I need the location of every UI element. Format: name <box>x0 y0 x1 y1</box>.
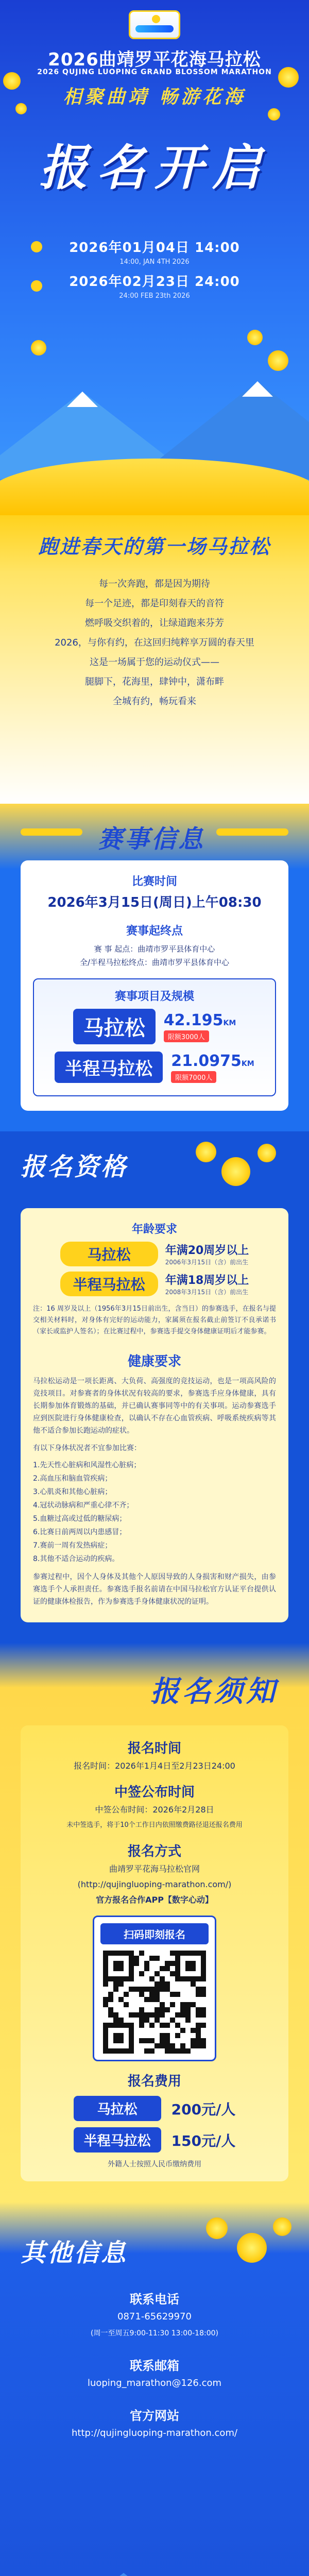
partner-app-line: 官方报名合作APP【数字心动】 <box>96 1895 213 1905</box>
fee-row-half <box>33 2127 276 2153</box>
intro-section <box>0 515 309 804</box>
health-paragraph: 马拉松运动是一项长距离、大负荷、高强度的竞技运动，也是一项高风险的竞技项目。对参赛者的身体状况有较高的要求，参赛选手应身体健康，具有长期参加体育锻炼的基础，并已确认赛事同等中的有关事项。运动参赛选手应到医院进行身体健康检查，以确认不存在心血管疾病、呼吸系统疾病等其他不适合参加长跑运动的症状。 <box>33 1377 276 1435</box>
fee-price: 200元/人 <box>171 2100 236 2118</box>
health-paragraph: 有以下身体状况者不宜参加比赛： <box>33 1444 141 1452</box>
footer-landscape <box>0 2547 309 2576</box>
event-distance: 42.195 <box>163 1011 224 1029</box>
publish-time-value: 中签公布时间：2026年2月28日 <box>95 1805 214 1815</box>
fee-label: 报名费用 <box>127 2074 181 2089</box>
distance-unit: KM <box>223 1019 236 1027</box>
end-point: 全/半程马拉松终点：曲靖市罗平县体育中心 <box>79 958 230 967</box>
event-half-marathon <box>40 1052 269 1083</box>
age-event-name: 马拉松 <box>60 1242 158 1266</box>
qr-code-icon[interactable] <box>103 1951 206 2054</box>
site-label: 官方网站 <box>130 2409 179 2423</box>
publish-time-label: 中签公布时间 <box>114 1785 195 1800</box>
event-slogan: 相聚曲靖 畅游花海 <box>63 86 246 108</box>
race-time-label: 比赛时间 <box>131 875 177 888</box>
event-title-en: 2026 QUJING LUOPING GRAND BLOSSOM MARATHON <box>37 68 272 76</box>
landscape-illustration <box>0 381 309 515</box>
flower-icon <box>206 2217 228 2239</box>
fee-price: 150元/人 <box>171 2132 236 2149</box>
notice-title: 报名须知 <box>150 1675 278 1708</box>
contact-phone-block <box>0 2289 309 2340</box>
intro-line: 每一个足迹，都是印刻春天的音符 <box>85 598 224 609</box>
age-requirement-label: 年龄要求 <box>131 1223 177 1236</box>
intro-line: 腿脚下，花海里，肆钟中，潇布畔 <box>85 676 224 687</box>
flower-icon <box>221 1157 250 1186</box>
event-logo <box>129 10 180 39</box>
arrow-icon <box>31 241 42 252</box>
other-info-title: 其他信息 <box>21 2239 128 2267</box>
health-paragraph: 参赛过程中，因个人身体及其他个人原因导致的人身损害和财产损失，由参赛选手个人承担责任。参赛选手报名前请在中国马拉松官方认证平台提供认证的健康体检报告，作为参赛选手身体健康状况的证明。 <box>33 1573 276 1606</box>
list-item: 6.比赛日前两周以内患感冒； <box>33 1528 127 1536</box>
intro-poem <box>0 574 309 711</box>
event-items-box <box>33 978 276 1096</box>
email-value[interactable]: luoping_marathon@126.com <box>87 2378 222 2388</box>
fee-event-name: 半程马拉松 <box>74 2127 161 2153</box>
notice-section <box>0 1643 309 2202</box>
phone-label: 联系电话 <box>130 2292 179 2307</box>
list-item: 8.其他不适合运动的疾病。 <box>33 1555 119 1563</box>
event-full-marathon <box>40 1009 269 1044</box>
hero-section <box>0 0 309 515</box>
intro-line: 全城有约，畅玩看来 <box>113 696 196 707</box>
start-end-label: 赛事起终点 <box>126 925 183 938</box>
race-time-value: 2026年3月15日(周日)上午08:30 <box>47 895 262 910</box>
list-item: 5.血糖过高或过低的糖尿病； <box>33 1515 127 1523</box>
reg-time-label: 报名时间 <box>127 1741 181 1756</box>
registration-open-title: 报名开启 <box>39 140 270 196</box>
intro-line: 每一次奔跑，都是因为期待 <box>99 579 210 589</box>
publish-note: 未中签选手，将于10个工作日内依照缴费路径退还报名费用 <box>66 1821 243 1829</box>
registration-start-time-en: 14:00, JAN 4TH 2026 <box>119 258 190 266</box>
illness-list <box>33 1459 276 1566</box>
qr-code-box[interactable] <box>93 1916 216 2061</box>
intro-title: 跑进春天的第一场马拉松 <box>38 535 271 558</box>
flower-icon <box>196 1142 216 1162</box>
site-value[interactable]: http://qujingluoping-marathon.com/ <box>71 2428 238 2438</box>
arrow-icon <box>31 280 42 292</box>
flower-icon <box>273 2217 291 2236</box>
event-info-card <box>21 860 288 1111</box>
age-requirement: 年满20周岁以上 <box>165 1244 249 1257</box>
registration-start-time: 2026年01月04日 14:00 <box>69 240 240 256</box>
distance-unit: KM <box>241 1059 254 1068</box>
fee-row-full <box>33 2096 276 2121</box>
flower-icon <box>268 350 288 371</box>
fee-event-name: 马拉松 <box>74 2096 161 2121</box>
event-info-section <box>0 804 309 1131</box>
reg-method-label: 报名方式 <box>127 1844 181 1859</box>
flower-icon <box>268 108 280 121</box>
eligibility-card <box>21 1208 288 1622</box>
age-row-full <box>33 1242 276 1266</box>
contact-email-block <box>0 2355 309 2390</box>
age-requirement: 年满18周岁以上 <box>165 1274 249 1287</box>
event-limit-badge: 限额7000人 <box>171 1071 216 1083</box>
flower-icon <box>237 2233 267 2263</box>
health-requirement-label: 健康要求 <box>127 1354 181 1369</box>
registration-period <box>0 237 309 300</box>
list-item: 4.冠状动脉病和严重心律不齐； <box>33 1501 134 1510</box>
intro-line: 这是一场属于您的运动仪式—— <box>90 657 219 668</box>
list-item: 1.先天性心脏病和风湿性心脏病； <box>33 1461 141 1469</box>
start-point: 赛 事 起点：曲靖市罗平县体育中心 <box>94 944 215 954</box>
event-info-title: 赛事信息 <box>98 825 205 854</box>
flower-icon <box>15 103 27 114</box>
decor-bar <box>216 828 288 836</box>
qr-heading: 扫码即刻报名 <box>100 1923 209 1944</box>
list-item: 3.心肌炎和其他心脏病； <box>33 1488 112 1496</box>
list-item: 2.高血压和脑血管疾病； <box>33 1475 112 1483</box>
eligibility-section <box>0 1131 309 1643</box>
flower-icon <box>258 1144 276 1162</box>
age-event-name: 半程马拉松 <box>60 1272 158 1296</box>
event-distance: 21.0975 <box>171 1052 242 1070</box>
decor-bar <box>21 828 82 836</box>
event-limit-badge: 限额3000人 <box>164 1030 209 1042</box>
intro-line: 燃呼吸交织着的，让绿道跑来芬芳 <box>85 618 224 629</box>
flower-icon <box>3 72 21 90</box>
logo-wave-icon <box>135 25 174 32</box>
registration-end-time-en: 24:00 FEB 23th 2026 <box>119 292 190 300</box>
age-row-half <box>33 1272 276 1296</box>
reg-method-value: 曲靖罗平花海马拉松官网 <box>109 1864 200 1874</box>
eligibility-title: 报名资格 <box>21 1153 128 1181</box>
contact-site-block <box>0 2405 309 2440</box>
email-label: 联系邮箱 <box>130 2359 179 2373</box>
phone-value[interactable]: 0871-65629970 <box>117 2311 192 2322</box>
event-name: 半程马拉松 <box>55 1052 163 1083</box>
age-note: 注：16 周岁及以上（1956年3月15日前出生，含当日）的参赛选手，在报名与提交相关材料时，对身体有完好的运动能力，家属须在报名截止前签订不良承诺书（家长或监护人签名）；在比赛过程中，参赛选手提交身体健康证明后才能参赛。 <box>33 1305 276 1335</box>
flower-icon <box>247 330 263 345</box>
event-title: 2026曲靖罗平花海马拉松 <box>48 49 261 70</box>
other-info-section <box>0 2202 309 2576</box>
list-item: 7.赛前一周有发热病症； <box>33 1541 112 1550</box>
registration-end-time: 2026年02月23日 24:00 <box>69 274 240 290</box>
event-name: 马拉松 <box>73 1009 156 1044</box>
event-items-label: 赛事项目及规模 <box>114 990 194 1003</box>
birth-date-note: 2006年3月15日（含）前出生 <box>165 1259 249 1266</box>
logo-sun-icon <box>152 15 160 23</box>
flower-icon <box>31 340 46 355</box>
phone-hours: (周一至周五9:00-11:30 13:00-18:00) <box>91 2329 218 2337</box>
fee-note: 外籍人士按照人民币缴纳费用 <box>108 2160 201 2168</box>
flower-icon <box>278 67 299 88</box>
reg-time-value: 报名时间：2026年1月4日至2月23日24:00 <box>74 1761 235 1771</box>
notice-card <box>21 1725 288 2181</box>
reg-method-url[interactable]: (http://qujingluoping-marathon.com/) <box>77 1879 232 1889</box>
intro-line: 2026，与你有约，在这回归纯粹享万圆的春天里 <box>55 637 254 648</box>
birth-date-note: 2008年3月15日（含）前出生 <box>165 1289 249 1296</box>
